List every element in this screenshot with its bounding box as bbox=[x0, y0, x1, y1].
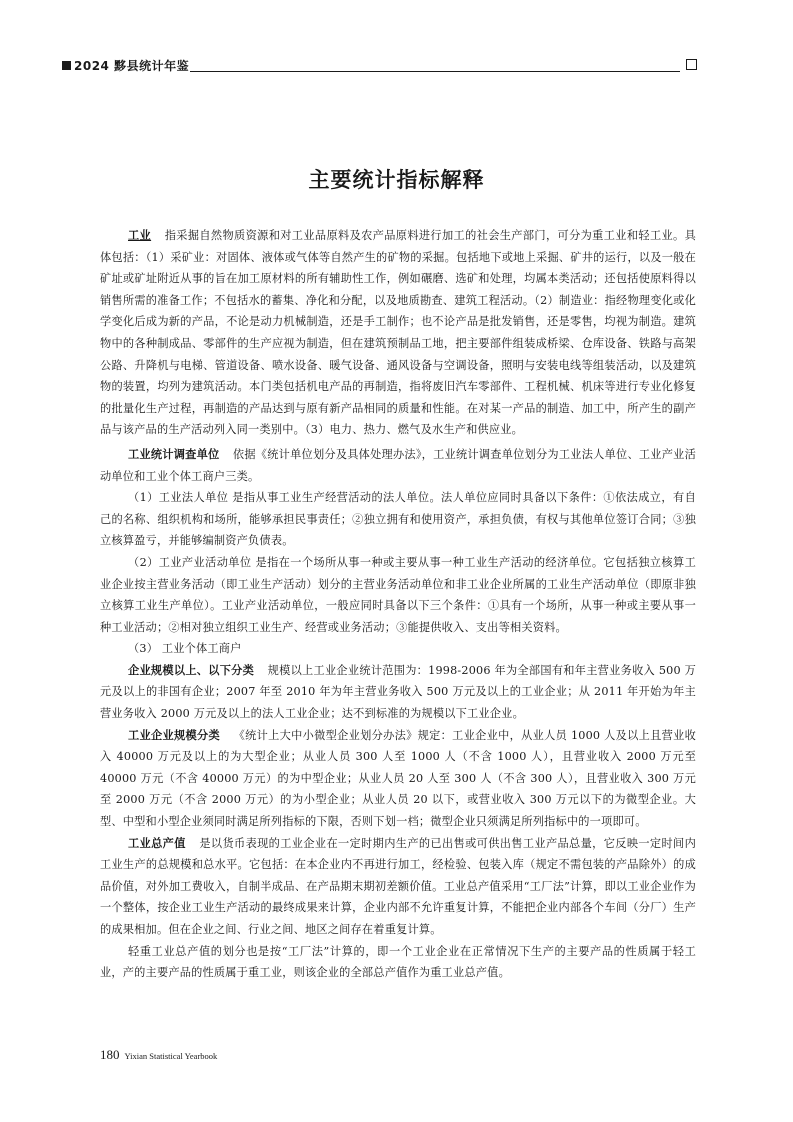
paragraph-activity-unit bbox=[100, 552, 696, 638]
gross-output-definition: 是以货币表现的工业企业在一定时期内生产的已出售或可供出售工业产品总量，它反映一定时间内工业生产的总规模和总水平。它包括：在本企业内不再进行加工，经检验、包装入库（规定不需包装的产品除外）的成品价值，对外加工费收入，自制半成品、在产品期末期初差额价值。工业总产值采用“工厂法”计算，即以工业企业作为一个整体，按企业工业生产活动的最终成果来计算，企业内部不允许重复计算，不能把企业内部各个车间（分厂）生产的成果相加。但在企业之间、行业之间、地区之间存在着重复计算。 bbox=[100, 836, 696, 936]
running-head bbox=[62, 58, 698, 74]
square-marker-icon bbox=[62, 61, 71, 70]
paragraph-size-classification bbox=[100, 725, 696, 833]
paragraph-scale-division bbox=[100, 660, 696, 725]
body-text bbox=[100, 225, 696, 984]
term-scale-division: 企业规模以上、以下分类 bbox=[128, 663, 255, 677]
individual-text: （3） 工业个体工商户 bbox=[128, 642, 242, 656]
term-size-classification: 工业企业规模分类 bbox=[128, 728, 221, 742]
yearbook-name-en: Yixian Statistical Yearbook bbox=[124, 1051, 218, 1061]
paragraph-individual bbox=[100, 638, 696, 660]
running-title: 2024 黟县统计年鉴 bbox=[74, 59, 190, 73]
scale-division-definition: 规模以上工业企业统计范围为：1998-2006 年为全部国有和年主营业务收入 500 万元及以上的非国有企业；2007 年至 2010 年为年主营业务收入 500 万元及以上的工业企业；从 2011 年开始为年主营业务收入 2000 万元及以上的法人工业企业；达不到标准的为规模以下工业企业。 bbox=[100, 663, 697, 721]
activity-unit-text: （2）工业产业活动单位 是指在一个场所从事一种或主要从事一种工业生产活动的经济单位。它包括独立核算工业企业按主营业务活动（即工业生产活动）划分的主营业务活动单位和非工业企业所属的工业生产活动单位（即原非独立核算工业生产单位）。工业产业活动单位，一般应同时具备以下三个条件：①具有一个场所，从事一种或主要从事一种工业活动；②相对独立组织工业生产、经营或业务活动；③能提供收入、支出等相关资料。 bbox=[100, 555, 696, 634]
paragraph-industry bbox=[100, 225, 696, 441]
term-gross-output: 工业总产值 bbox=[128, 836, 186, 850]
paragraph-gross-output bbox=[100, 833, 696, 941]
page-number: 180 bbox=[100, 1047, 120, 1062]
page-footer bbox=[100, 1046, 217, 1064]
header-rule bbox=[190, 71, 680, 72]
legal-unit-text: （1）工业法人单位 是指从事工业生产经营活动的法人单位。法人单位应同时具备以下条件：①依法成立，有自己的名称、组织机构和场所，能够承担民事责任；②独立拥有和使用资产，承担负债，有权与其他单位签订合同；③独立核算盈亏，并能够编制资产负债表。 bbox=[100, 491, 696, 548]
corner-box-icon bbox=[686, 59, 697, 70]
paragraph-legal-unit bbox=[100, 487, 696, 552]
size-classification-definition: 《统计上大中小微型企业划分办法》规定：工业企业中，从业人员 1000 人及以上且营业收入 40000 万元及以上的为大型企业；从业人员 300 人至 1000 人（不含 1000 人），且营业收入 2000 万元至 40000 万元（不含 40000 万元）的为中型企业；从业人员 20 人至 300 人（不含 300 人），且营业收入 300 万元至 2000 万元（不含 2000 万元）的为小型企业；从业人员 20 以下，或营业收入 300 万元以下的为微型企业。大型、中型和小型企业须同时满足所列指标的下限，否则下划一档；微型企业只须满足所列指标中的一项即可。 bbox=[100, 728, 696, 829]
light-heavy-text: 轻重工业总产值的划分也是按“工厂法”计算的，即一个工业企业在正常情况下生产的主要产品的性质属于轻工业，产的主要产品的性质属于重工业，则该企业的全部总产值作为重工业总产值。 bbox=[100, 944, 696, 980]
survey-unit-definition: 依据《统计单位划分及具体处理办法》，工业统计调查单位划分为工业法人单位、工业产业活动单位和工业个体工商户三类。 bbox=[100, 447, 696, 483]
paragraph-survey-unit bbox=[100, 444, 696, 487]
paragraph-light-heavy bbox=[100, 941, 696, 984]
term-survey-unit: 工业统计调查单位 bbox=[128, 447, 220, 461]
term-industry: 工业 bbox=[128, 229, 152, 242]
industry-definition: 指采掘自然物质资源和对工业品原料及农产品原料进行加工的社会生产部门，可分为重工业和轻工业。具体包括：（1）采矿业：对固体、液体或气体等自然产生的矿物的采掘。包括地下或地上采掘、矿井的运行，以及一般在矿址或矿址附近从事的旨在加工原材料的所有辅助性工作，例如碾磨、选矿和处理，均属本类活动；还包括使原料得以销售所需的准备工作；不包括水的蓄集、净化和分配，以及地质勘查、建筑工程活动。（2）制造业：指经物理变化或化学变化后成为新的产品，不论是动力机械制造，还是手工制作；也不论产品是批发销售，还是零售，均视为制造。建筑物中的各种制成品、零部件的生产应视为制造，但在建筑预制品工地，把主要部件组装成桥梁、仓库设备、铁路与高架公路、升降机与电梯、管道设备、喷水设备、暖气设备、通风设备与空调设备，照明与安装电线等组装活动，以及建筑物的装置，均列为建筑活动。本门类包括机电产品的再制造，指将废旧汽车零部件、工程机械、机床等进行专业化修复的批量化生产过程，再制造的产品达到与原有新产品相同的质量和性能。在对某一产品的制造、加工中，所产生的副产品与该产品的生产活动列入同一类别中。（3）电力、热力、燃气及水生产和供应业。 bbox=[100, 229, 696, 437]
page-title: 主要统计指标解释 bbox=[308, 168, 485, 192]
